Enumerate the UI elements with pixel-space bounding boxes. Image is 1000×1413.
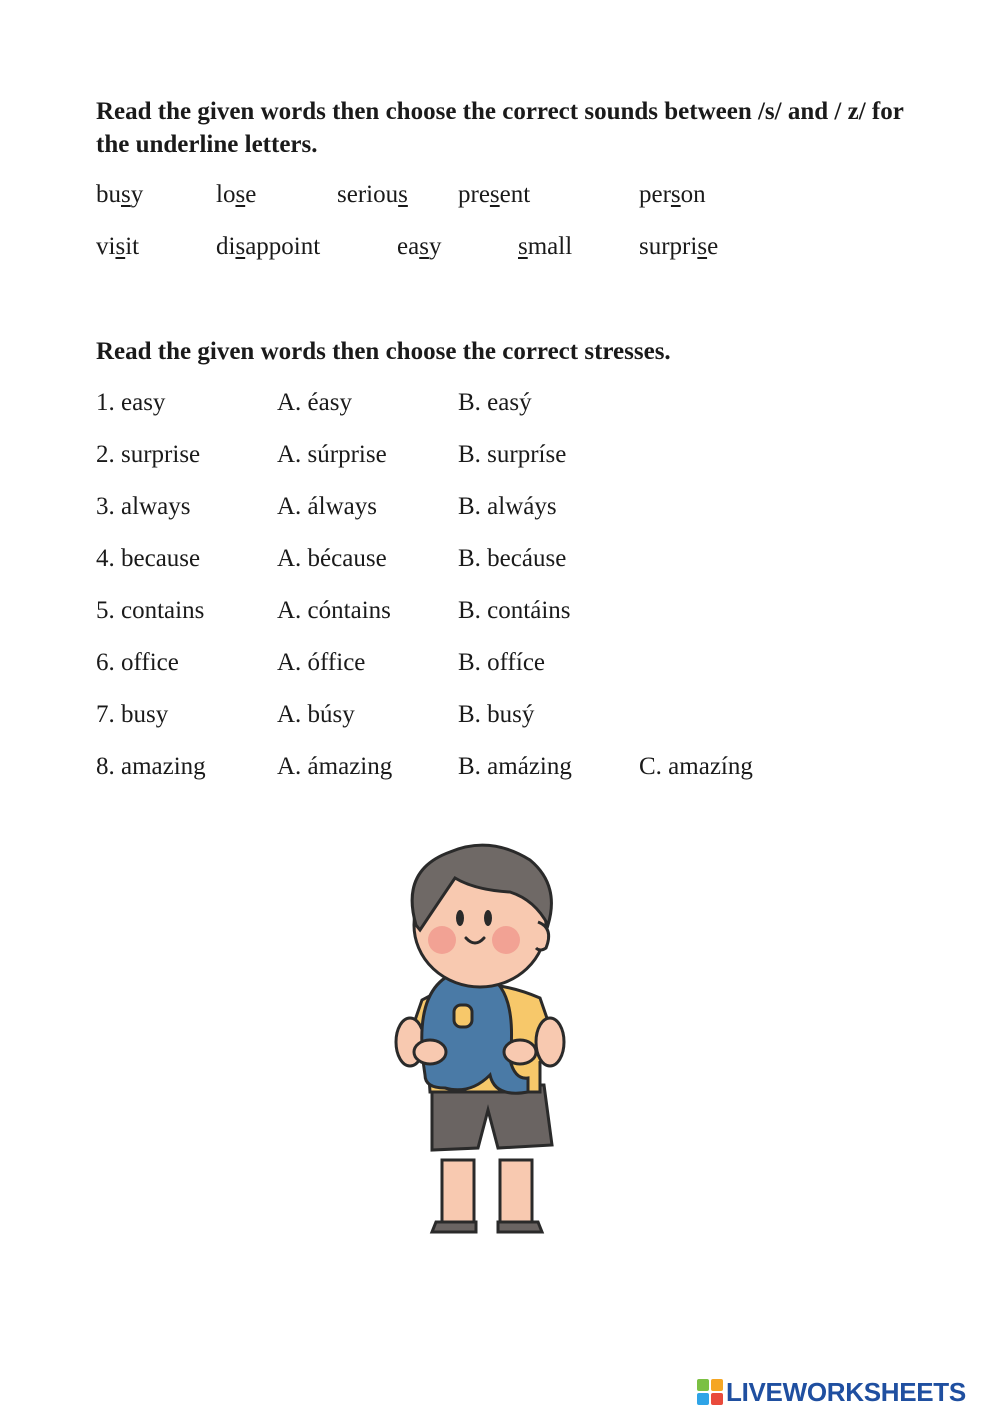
stress-question-row — [0, 389, 1000, 423]
underlined-letter: s — [670, 181, 681, 208]
stress-question-row — [0, 597, 1000, 631]
option-a[interactable]: A. cóntains — [277, 597, 391, 624]
option-a[interactable]: A. súrprise — [277, 441, 387, 468]
option-b[interactable]: B. easý — [458, 389, 532, 416]
option-b[interactable]: B. surpríse — [458, 441, 567, 468]
word-item: person — [639, 181, 706, 208]
stress-question-row — [0, 441, 1000, 475]
stress-question-row — [0, 545, 1000, 579]
option-b[interactable]: B. offíce — [458, 649, 546, 676]
underlined-letter: s — [235, 233, 246, 260]
liveworksheets-logo-icon — [697, 1379, 723, 1405]
underlined-letter: s — [489, 181, 500, 208]
option-b[interactable]: B. alwáys — [458, 493, 557, 520]
word-item: lose — [216, 181, 257, 208]
stress-question-row — [0, 649, 1000, 683]
question-word: 7. busy — [96, 701, 169, 728]
underlined-letter: s — [697, 233, 708, 260]
question-word: 6. office — [96, 649, 179, 676]
word-item: surprise — [639, 233, 719, 260]
option-b[interactable]: B. busý — [458, 701, 535, 728]
underlined-letter: s — [419, 233, 429, 260]
word-item: disappoint — [216, 233, 321, 260]
option-a[interactable]: A. ámazing — [277, 753, 393, 780]
brand-text: LIVEWORKSHEETS — [726, 1376, 966, 1407]
option-a[interactable]: A. búsy — [277, 701, 355, 728]
stress-question-row — [0, 753, 1000, 787]
option-a[interactable]: A. óffice — [277, 649, 366, 676]
question-word: 8. amazing — [96, 753, 206, 780]
boy-holding-letter-a-icon — [370, 830, 580, 1240]
underlined-letter: s — [121, 181, 131, 208]
option-a[interactable]: A. álways — [277, 493, 377, 520]
stress-question-row — [0, 701, 1000, 735]
option-c[interactable]: C. amazíng — [639, 753, 753, 780]
underlined-letter: s — [235, 181, 246, 208]
option-b[interactable]: B. amázing — [458, 753, 572, 780]
question-word: 1. easy — [96, 389, 166, 416]
question-word: 3. always — [96, 493, 191, 520]
underlined-letter: s — [115, 233, 126, 260]
word-row — [0, 181, 1000, 215]
option-b[interactable]: B. becáuse — [458, 545, 567, 572]
word-row — [0, 233, 1000, 267]
liveworksheets-branding — [697, 1374, 997, 1410]
word-item: easy — [397, 233, 442, 260]
word-item: present — [458, 181, 531, 208]
stress-question-row — [0, 493, 1000, 527]
word-item: busy — [96, 181, 144, 208]
option-a[interactable]: A. éasy — [277, 389, 352, 416]
underlined-letter: s — [518, 233, 528, 260]
option-b[interactable]: B. contáins — [458, 597, 571, 624]
word-item: serious — [337, 181, 408, 208]
word-item: small — [518, 233, 573, 260]
word-item: visit — [96, 233, 140, 260]
question-word: 5. contains — [96, 597, 205, 624]
section1-instruction: Read the given words then choose the correct sounds between /s/ and / z/ for the underline letters. — [96, 98, 904, 158]
underlined-letter: s — [398, 181, 408, 208]
section2-instruction: Read the given words then choose the correct stresses. — [96, 338, 671, 365]
question-word: 2. surprise — [96, 441, 201, 468]
option-a[interactable]: A. bécause — [277, 545, 387, 572]
question-word: 4. because — [96, 545, 201, 572]
